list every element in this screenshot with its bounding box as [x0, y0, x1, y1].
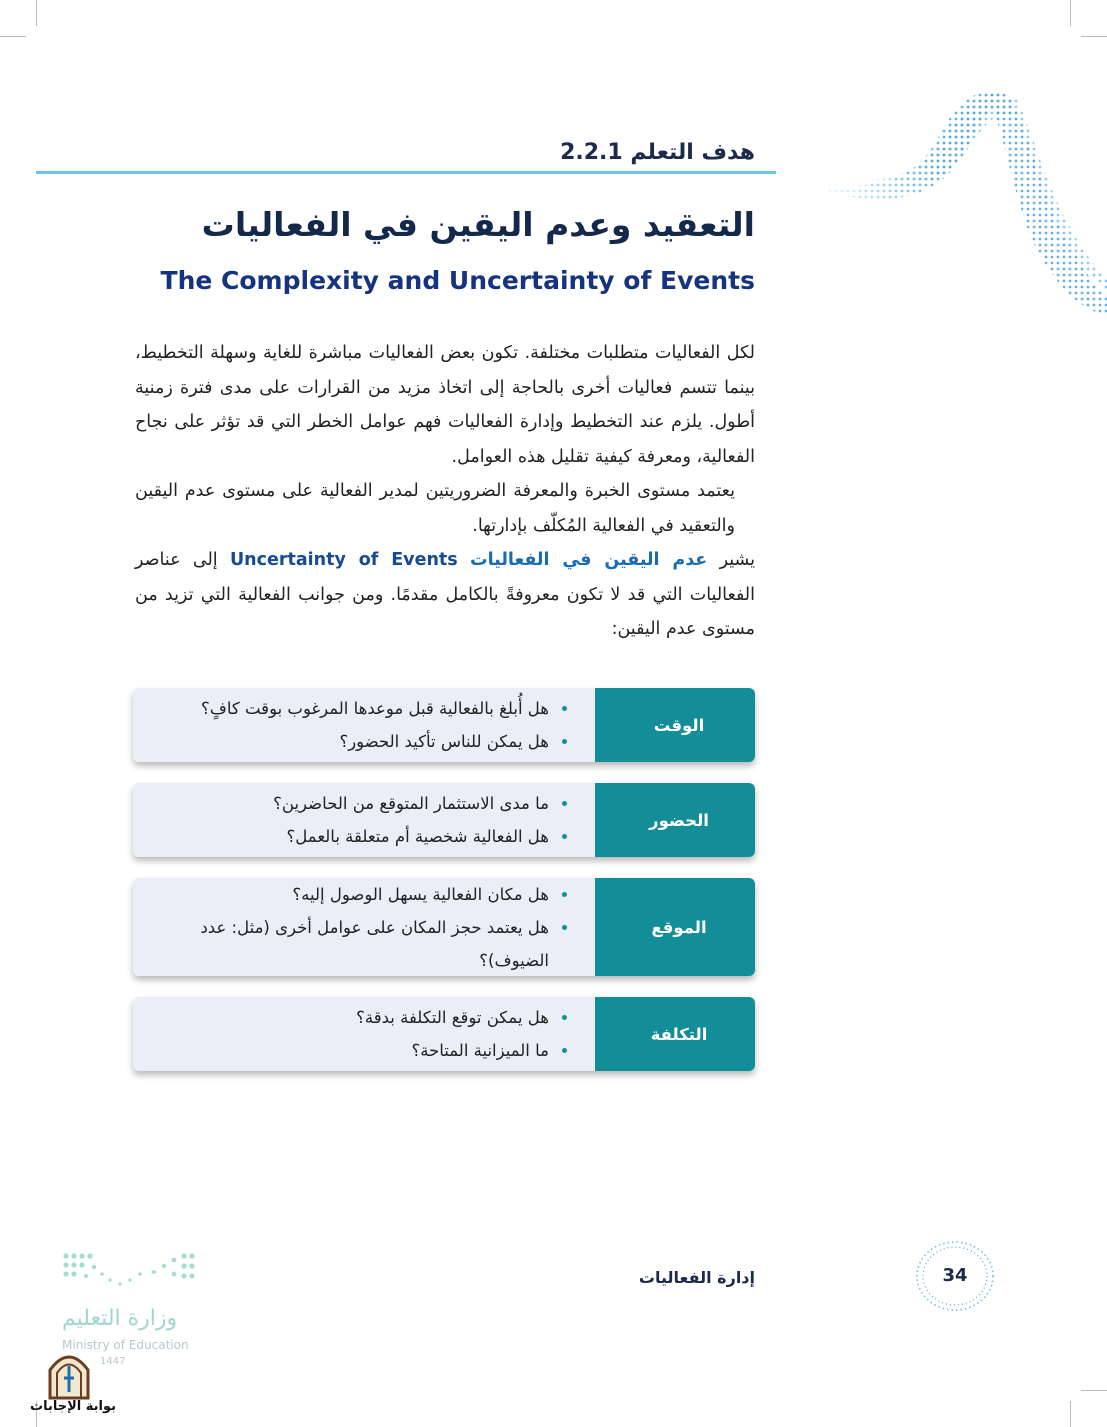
crop-mark — [1070, 1401, 1071, 1427]
factor-question: هل يعتمد حجز المكان على عوامل أخرى (مثل: عدد الضيوف)؟ — [173, 911, 567, 977]
factor-label: التكلفة — [595, 997, 755, 1071]
page-number: 34 — [942, 1265, 968, 1286]
term-english: Uncertainty of Events — [229, 550, 458, 570]
crop-mark — [1070, 0, 1071, 26]
header-divider — [36, 171, 776, 174]
factor-row-attendance — [133, 783, 755, 857]
crop-mark — [1081, 1390, 1107, 1391]
factor-question: هل مكان الفعالية يسهل الوصول إليه؟ — [173, 878, 567, 911]
crop-mark — [36, 0, 37, 26]
factor-questions — [133, 688, 595, 762]
page-title-arabic: التعقيد وعدم اليقين في الفعاليات — [201, 205, 755, 244]
answers-gate-logo — [44, 1348, 94, 1400]
paragraph-text: إلى عناصر الفعاليات التي قد لا تكون معروفةً بالكامل مقدمًا. ومن جوانب الفعالية التي تزيد من مستوى عدم اليقين: — [135, 550, 755, 639]
factor-questions — [133, 878, 595, 976]
ministry-year: 1447 — [100, 1356, 126, 1367]
body-paragraph-2: يعتمد مستوى الخبرة والمعرفة الضروريتين لمدير الفعالية على مستوى عدم اليقين والتعقيد في الفعالية المُكلّف بإدارتها. — [135, 481, 735, 536]
factor-label: الوقت — [595, 688, 755, 762]
factor-questions — [133, 783, 595, 857]
decorative-wave-graphic — [827, 80, 1107, 330]
factor-row-cost — [133, 997, 755, 1071]
ministry-name-english: Ministry of Education — [62, 1338, 189, 1352]
factor-row-location — [133, 878, 755, 976]
crop-mark — [1081, 36, 1107, 37]
footer-section-title: إدارة الفعاليات — [638, 1268, 755, 1287]
factor-question: هل يمكن للناس تأكيد الحضور؟ — [173, 725, 567, 758]
factor-label: الموقع — [595, 878, 755, 976]
factor-question: ما الميزانية المتاحة؟ — [173, 1034, 567, 1067]
ministry-logo-dots — [60, 1250, 200, 1294]
factor-row-time — [133, 688, 755, 762]
page-title-english: The Complexity and Uncertainty of Events — [160, 266, 755, 295]
watermark-text: بوابة الإجابات — [30, 1399, 116, 1414]
body-paragraph-3 — [135, 543, 755, 647]
factor-question: ما مدى الاستثمار المتوقع من الحاضرين؟ — [173, 787, 567, 820]
factor-question: هل الفعالية شخصية أم متعلقة بالعمل؟ — [173, 820, 567, 853]
learning-objective-label: هدف التعلم 2.2.1 — [560, 140, 755, 165]
crop-mark — [0, 36, 26, 37]
body-paragraph-1: لكل الفعاليات متطلبات مختلفة. تكون بعض الفعاليات مباشرة للغاية وسهلة التخطيط، بينما تتسم فعاليات أخرى بالحاجة إلى اتخاذ مزيد من القرارات على مدى فترة زمنية أطول. يلزم عند التخطيط وإدارة الفعاليات فهم عوامل الخطر التي قد تؤثر على نجاح الفعالية، ومعرفة كيفية تقليل هذه العوامل. — [135, 343, 755, 467]
paragraph-text: يشير — [707, 550, 755, 570]
factor-questions — [133, 997, 595, 1071]
factor-label: الحضور — [595, 783, 755, 857]
factor-question: هل أُبلغ بالفعالية قبل موعدها المرغوب بوقت كافٍ؟ — [173, 692, 567, 725]
term-arabic: عدم اليقين في الفعاليات — [470, 550, 708, 570]
ministry-name-arabic: وزارة التعليم — [62, 1306, 178, 1331]
factor-question: هل يمكن توقع التكلفة بدقة؟ — [173, 1001, 567, 1034]
